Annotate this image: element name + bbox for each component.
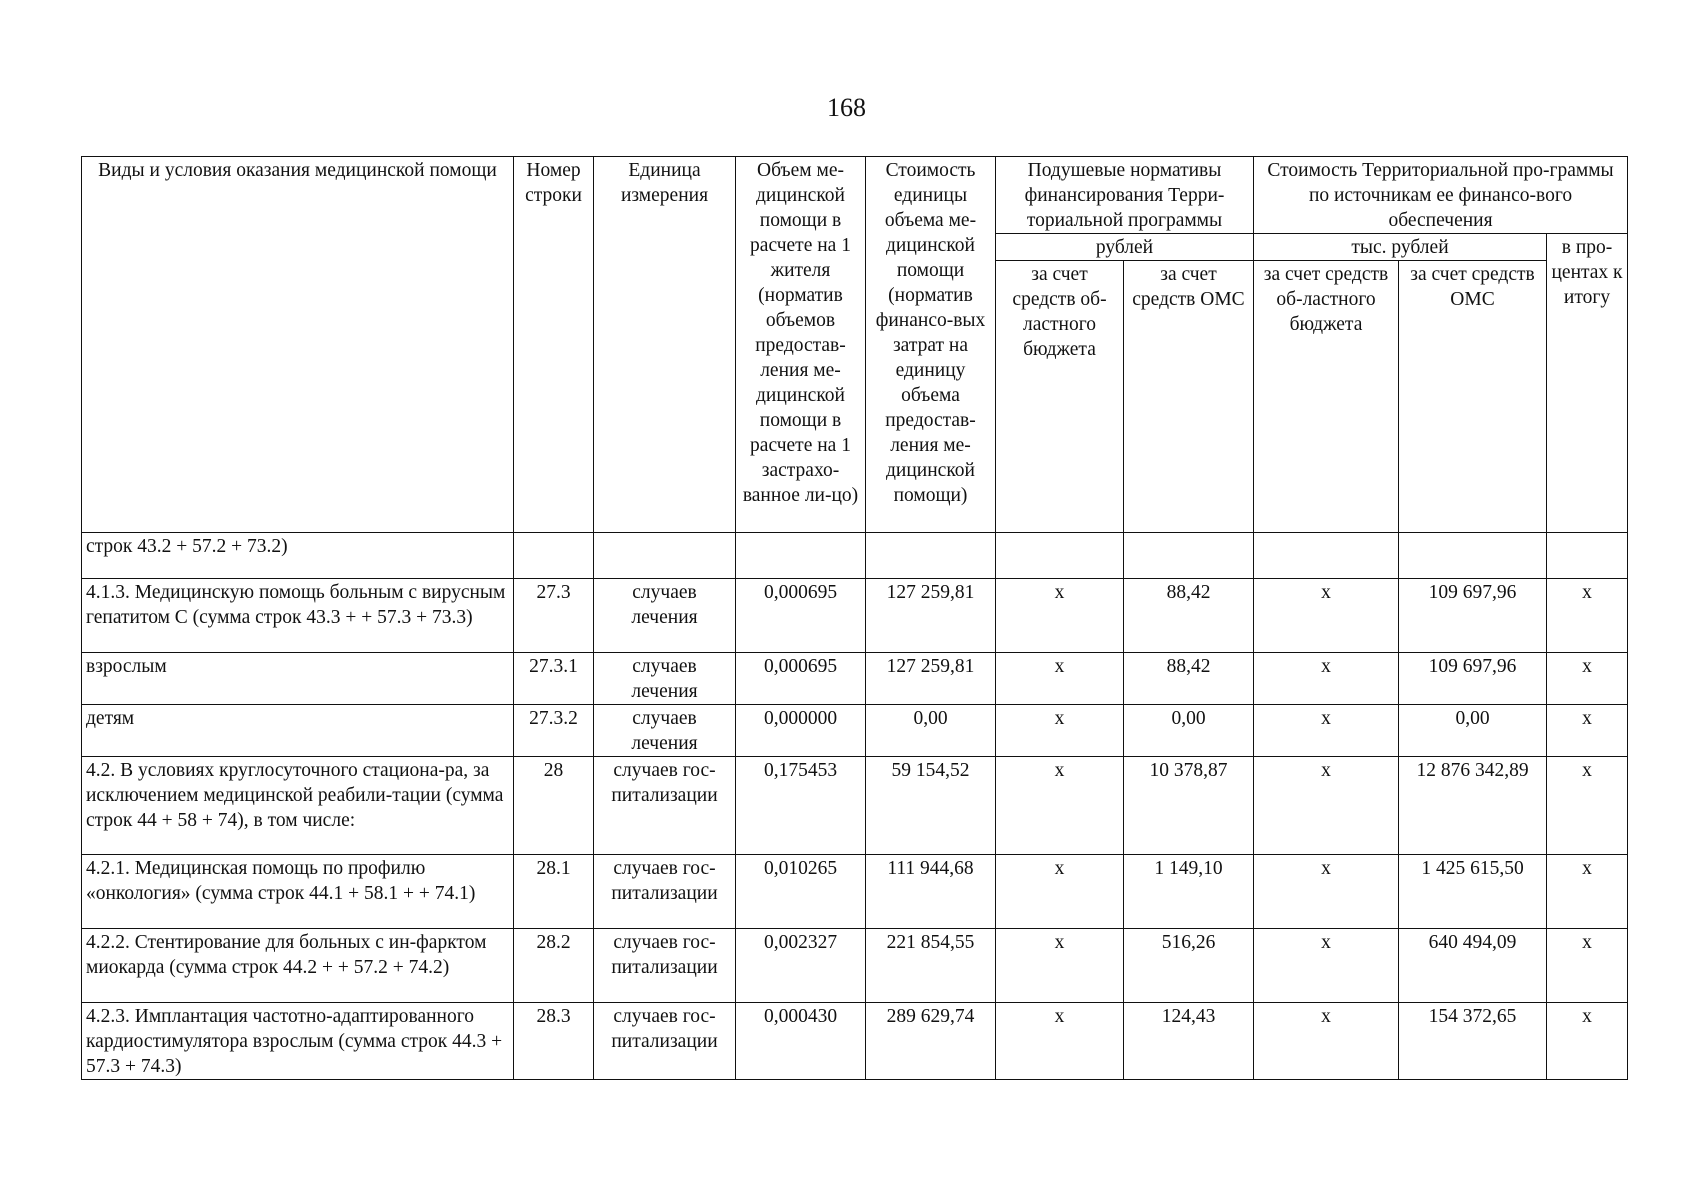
- row-tp-oms: [1399, 533, 1547, 579]
- row-pc-budget: x: [996, 1003, 1124, 1080]
- row-volume: 0,002327: [736, 929, 866, 1003]
- row-tp-budget: x: [1254, 705, 1399, 757]
- row-tp-oms: 109 697,96: [1399, 579, 1547, 653]
- row-pc-oms: 1 149,10: [1124, 855, 1254, 929]
- row-number: [514, 533, 594, 579]
- row-number: 28: [514, 757, 594, 855]
- row-volume: 0,010265: [736, 855, 866, 929]
- row-number: 27.3.1: [514, 653, 594, 705]
- row-unit-cost: 0,00: [866, 705, 996, 757]
- row-unit: случаев лечения: [594, 705, 736, 757]
- row-unit: случаев лечения: [594, 579, 736, 653]
- row-pc-oms: 516,26: [1124, 929, 1254, 1003]
- row-unit: случаев лечения: [594, 653, 736, 705]
- row-pc-oms: 124,43: [1124, 1003, 1254, 1080]
- table-row: [82, 1003, 1628, 1080]
- table-row: [82, 705, 1628, 757]
- header-tp-regional-budget: за счет средств об-ластного бюджета: [1254, 261, 1399, 533]
- row-pc-budget: x: [996, 705, 1124, 757]
- row-percent: x: [1547, 1003, 1628, 1080]
- table-row: [82, 855, 1628, 929]
- row-percent: x: [1547, 579, 1628, 653]
- row-tp-budget: [1254, 533, 1399, 579]
- row-pc-oms: 88,42: [1124, 653, 1254, 705]
- row-unit-cost: [866, 533, 996, 579]
- header-unit-cost: Стоимость единицы объема ме-дицинской помощи (норматив финансо-вых затрат на единицу объема предостав-ления ме-дицинской помощи): [866, 157, 996, 533]
- row-tp-budget: x: [1254, 1003, 1399, 1080]
- row-pc-oms: 88,42: [1124, 579, 1254, 653]
- row-name: 4.1.3. Медицинскую помощь больным с вирусным гепатитом С (сумма строк 43.3 + + 57.3 + 73.3): [82, 579, 514, 653]
- row-pc-budget: x: [996, 855, 1124, 929]
- table-row: [82, 533, 1628, 579]
- row-unit-cost: 127 259,81: [866, 653, 996, 705]
- row-name: 4.2.2. Стентирование для больных с ин-фарктом миокарда (сумма строк 44.2 + + 57.2 + 74.2): [82, 929, 514, 1003]
- row-pc-oms: [1124, 533, 1254, 579]
- row-tp-oms: 0,00: [1399, 705, 1547, 757]
- row-number: 27.3.2: [514, 705, 594, 757]
- row-unit-cost: 59 154,52: [866, 757, 996, 855]
- row-pc-oms: 0,00: [1124, 705, 1254, 757]
- header-unit-rub: рублей: [996, 234, 1254, 261]
- row-pc-budget: [996, 533, 1124, 579]
- header-tp-oms: за счет средств ОМС: [1399, 261, 1547, 533]
- row-unit-cost: 111 944,68: [866, 855, 996, 929]
- row-tp-oms: 154 372,65: [1399, 1003, 1547, 1080]
- row-percent: x: [1547, 929, 1628, 1003]
- row-percent: x: [1547, 653, 1628, 705]
- header-row-number: Номер строки: [514, 157, 594, 533]
- row-percent: [1547, 533, 1628, 579]
- row-pc-budget: x: [996, 757, 1124, 855]
- row-percent: x: [1547, 705, 1628, 757]
- header-unit-thousand-rub: тыс. рублей: [1254, 234, 1547, 261]
- row-volume: 0,175453: [736, 757, 866, 855]
- header-volume: Объем ме-дицинской помощи в расчете на 1 жителя (норматив объемов предостав-ления ме-дицинской помощи в расчете на 1 застрахо-ванное ли-цо): [736, 157, 866, 533]
- row-number: 28.1: [514, 855, 594, 929]
- row-percent: x: [1547, 757, 1628, 855]
- row-percent: x: [1547, 855, 1628, 929]
- row-number: 28.3: [514, 1003, 594, 1080]
- row-name: 4.2. В условиях круглосуточного стациона-ра, за исключением медицинской реабили-тации (сумма строк 44 + 58 + 74), в том числе:: [82, 757, 514, 855]
- header-unit: Единица измерения: [594, 157, 736, 533]
- row-pc-budget: x: [996, 653, 1124, 705]
- row-volume: 0,000000: [736, 705, 866, 757]
- header-per-capita-group: Подушевые нормативы финансирования Терри-ториальной программы: [996, 157, 1254, 234]
- row-tp-oms: 109 697,96: [1399, 653, 1547, 705]
- row-tp-oms: 640 494,09: [1399, 929, 1547, 1003]
- row-tp-budget: x: [1254, 929, 1399, 1003]
- table-row: [82, 757, 1628, 855]
- table-row: [82, 579, 1628, 653]
- header-pc-oms: за счет средств ОМС: [1124, 261, 1254, 533]
- header-pc-regional-budget: за счет средств об-ластного бюджета: [996, 261, 1124, 533]
- row-tp-oms: 1 425 615,50: [1399, 855, 1547, 929]
- row-tp-budget: x: [1254, 579, 1399, 653]
- row-unit-cost: 289 629,74: [866, 1003, 996, 1080]
- row-unit-cost: 221 854,55: [866, 929, 996, 1003]
- row-unit: [594, 533, 736, 579]
- row-volume: 0,000430: [736, 1003, 866, 1080]
- row-tp-budget: x: [1254, 855, 1399, 929]
- header-percent: в про-центах к итогу: [1547, 234, 1628, 533]
- row-unit: случаев гос-питализации: [594, 757, 736, 855]
- row-tp-oms: 12 876 342,89: [1399, 757, 1547, 855]
- row-name: взрослым: [82, 653, 514, 705]
- row-number: 27.3: [514, 579, 594, 653]
- table-row: [82, 929, 1628, 1003]
- row-tp-budget: x: [1254, 653, 1399, 705]
- row-name: детям: [82, 705, 514, 757]
- row-number: 28.2: [514, 929, 594, 1003]
- header-row-1: [82, 157, 1628, 234]
- row-unit: случаев гос-питализации: [594, 929, 736, 1003]
- financing-table: [81, 156, 1628, 1080]
- row-pc-oms: 10 378,87: [1124, 757, 1254, 855]
- row-name: 4.2.1. Медицинская помощь по профилю «онкология» (сумма строк 44.1 + 58.1 + + 74.1): [82, 855, 514, 929]
- row-tp-budget: x: [1254, 757, 1399, 855]
- row-volume: 0,000695: [736, 653, 866, 705]
- row-volume: [736, 533, 866, 579]
- row-unit: случаев гос-питализации: [594, 1003, 736, 1080]
- table-row: [82, 653, 1628, 705]
- header-type: Виды и условия оказания медицинской помощи: [82, 157, 514, 533]
- row-name: строк 43.2 + 57.2 + 73.2): [82, 533, 514, 579]
- header-program-cost-group: Стоимость Территориальной про-граммы по источникам ее финансо-вого обеспечения: [1254, 157, 1628, 234]
- row-unit: случаев гос-питализации: [594, 855, 736, 929]
- row-unit-cost: 127 259,81: [866, 579, 996, 653]
- row-volume: 0,000695: [736, 579, 866, 653]
- row-name: 4.2.3. Имплантация частотно-адаптированного кардиостимулятора взрослым (сумма строк 44.3 + 57.3 + 74.3): [82, 1003, 514, 1080]
- row-pc-budget: x: [996, 929, 1124, 1003]
- row-pc-budget: x: [996, 579, 1124, 653]
- page-number: 168: [827, 93, 866, 122]
